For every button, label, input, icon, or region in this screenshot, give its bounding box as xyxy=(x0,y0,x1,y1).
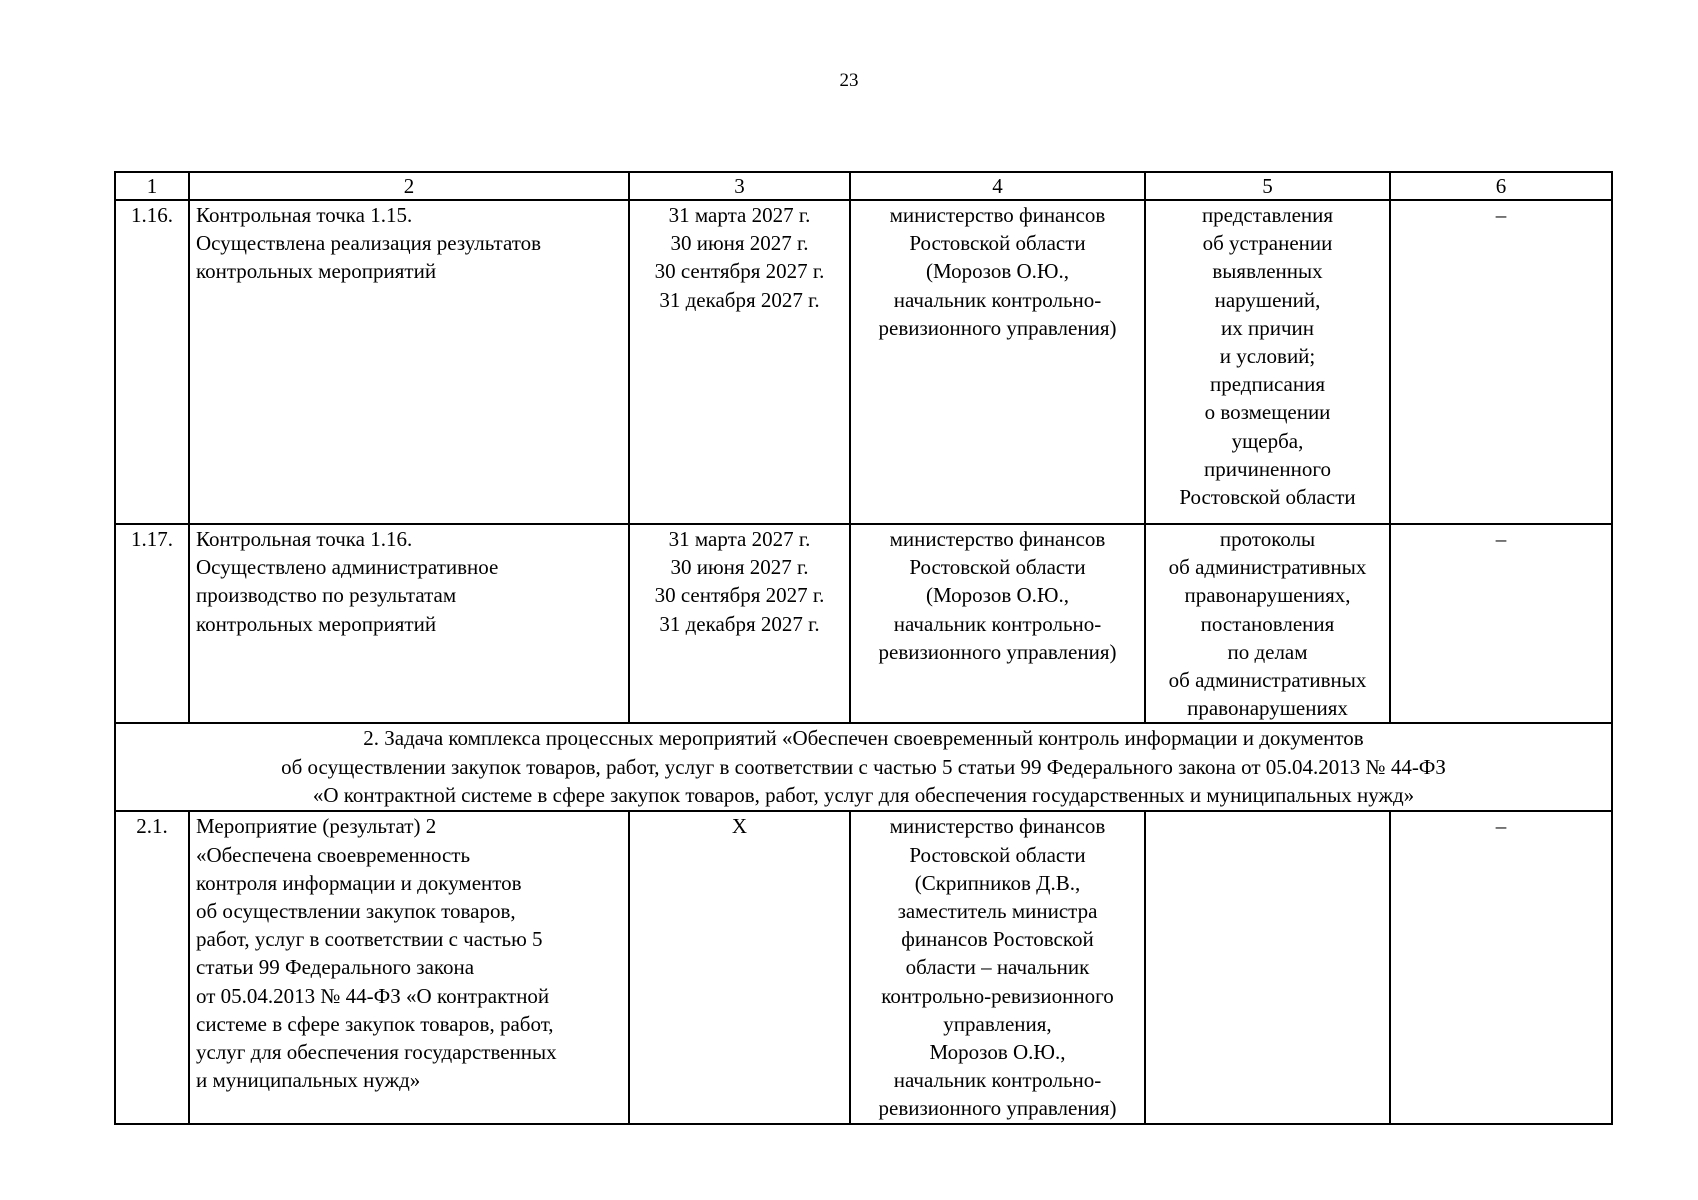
document-line: предписания xyxy=(1210,372,1325,397)
responsible-cell xyxy=(850,200,1145,524)
section-heading xyxy=(115,723,1612,811)
responsible-line: начальник контрольно- xyxy=(893,611,1102,636)
document-line: правонарушениях, xyxy=(1184,583,1351,608)
document-line: их причин xyxy=(1220,315,1314,340)
deadline-line: 30 сентября 2027 г. xyxy=(654,583,825,608)
responsible-line: области – начальник xyxy=(905,955,1090,980)
responsible-line: управления, xyxy=(943,1011,1052,1036)
deadline-line: 31 марта 2027 г. xyxy=(668,203,811,227)
responsible-line: начальник контрольно- xyxy=(893,1068,1102,1093)
measure-name-line: Контрольная точка 1.16. xyxy=(196,527,413,551)
deadline-cell xyxy=(629,524,850,723)
document-line: протоколы xyxy=(1219,527,1316,551)
measure-name-line: контрольных мероприятий xyxy=(196,611,437,636)
document-line: об административных xyxy=(1168,555,1367,580)
measure-name-line: контрольных мероприятий xyxy=(196,259,437,284)
responsible-line: контрольно-ревизионного xyxy=(881,983,1114,1008)
responsible-line: министерство финансов xyxy=(889,527,1106,551)
section-heading-line: «О контрактной системе в сфере закупок товаров, работ, услуг для обеспечения государственных и муниципальных нужд» xyxy=(312,782,1415,807)
extra-cell: – xyxy=(1390,200,1612,524)
responsible-line: ревизионного управления) xyxy=(878,639,1117,664)
deadline-line: 31 марта 2027 г. xyxy=(668,527,811,551)
measure-name-line: Осуществлена реализация результатов xyxy=(196,231,542,256)
measure-name-line: производство по результатам xyxy=(196,583,457,608)
measure-name-line: и муниципальных нужд» xyxy=(196,1068,421,1093)
section-heading-line: об осуществлении закупок товаров, работ, услуг в соответствии с частью 5 статьи 99 Федерального закона от 05.04.2013 № 44-ФЗ xyxy=(281,754,1446,779)
measure-name-cell xyxy=(189,200,629,524)
documents-cell xyxy=(1145,524,1390,723)
document-line: о возмещении xyxy=(1204,400,1331,425)
responsible-line: финансов Ростовской xyxy=(901,927,1094,952)
deadline-line: 30 сентября 2027 г. xyxy=(654,259,825,284)
responsible-line: (Скрипников Д.В., xyxy=(914,870,1081,895)
row-number: 1.17. xyxy=(115,524,189,723)
extra-cell: – xyxy=(1390,524,1612,723)
page-number: 23 xyxy=(839,70,859,91)
document-line: и условий; xyxy=(1219,344,1316,369)
responsible-line: Ростовской области xyxy=(909,842,1086,867)
deadline-cell xyxy=(629,811,850,1123)
responsible-line: начальник контрольно- xyxy=(893,287,1102,312)
row-number: 2.1. xyxy=(115,811,189,1123)
responsible-cell xyxy=(850,524,1145,723)
responsible-line: министерство финансов xyxy=(889,814,1106,839)
document-line: Ростовской области xyxy=(1179,485,1356,510)
document-line: ущерба, xyxy=(1231,428,1304,453)
measure-name-cell xyxy=(189,811,629,1123)
document-line: постановления xyxy=(1200,611,1335,636)
measure-name-line: контроля информации и документов xyxy=(196,870,522,895)
column-number-3: 3 xyxy=(629,172,850,200)
responsible-line: (Морозов О.Ю., xyxy=(926,583,1069,608)
deadline-line: 30 июня 2027 г. xyxy=(670,555,809,580)
column-number-row xyxy=(115,172,1612,200)
measure-name-line: об осуществлении закупок товаров, xyxy=(196,899,516,924)
measure-name-line: работ, услуг в соответствии с частью 5 xyxy=(196,927,543,952)
responsible-line: (Морозов О.Ю., xyxy=(926,259,1069,284)
document-line: об административных xyxy=(1168,668,1367,693)
responsible-cell xyxy=(850,811,1145,1123)
responsible-line: Ростовской области xyxy=(909,555,1086,580)
measure-name-line: статьи 99 Федерального закона xyxy=(196,955,475,980)
measure-name-line: системе в сфере закупок товаров, работ, xyxy=(196,1011,554,1036)
column-number-1: 1 xyxy=(115,172,189,200)
measure-name-line: Мероприятие (результат) 2 xyxy=(196,814,437,839)
document-line: по делам xyxy=(1227,639,1308,664)
document-line: об устранении xyxy=(1202,231,1333,256)
document-line: представления xyxy=(1201,203,1334,227)
column-number-4: 4 xyxy=(850,172,1145,200)
table-row xyxy=(115,811,1612,1123)
measure-name-line: Контрольная точка 1.15. xyxy=(196,203,413,227)
document-line: правонарушениях xyxy=(1187,696,1348,721)
deadline-line: X xyxy=(731,814,748,839)
measures-table xyxy=(114,171,1613,1125)
responsible-line: ревизионного управления) xyxy=(878,1096,1117,1121)
section-heading-row xyxy=(115,723,1612,811)
document-line: нарушений, xyxy=(1214,287,1321,312)
column-number-5: 5 xyxy=(1145,172,1390,200)
document-line: выявленных xyxy=(1212,259,1323,284)
responsible-line: министерство финансов xyxy=(889,203,1106,227)
extra-cell: – xyxy=(1390,811,1612,1123)
deadline-line: 31 декабря 2027 г. xyxy=(659,287,820,312)
measure-name-line: Осуществлено административное xyxy=(196,555,499,580)
table-row xyxy=(115,524,1612,723)
responsible-line: Морозов О.Ю., xyxy=(929,1040,1066,1065)
responsible-line: Ростовской области xyxy=(909,231,1086,256)
section-heading-line: 2. Задача комплекса процессных мероприятий «Обеспечен своевременный контроль информации и документов xyxy=(363,726,1364,751)
responsible-line: ревизионного управления) xyxy=(878,315,1117,340)
column-number-2: 2 xyxy=(189,172,629,200)
document-line: причиненного xyxy=(1204,456,1331,481)
deadline-cell xyxy=(629,200,850,524)
table-row xyxy=(115,200,1612,524)
documents-cell xyxy=(1145,811,1390,1123)
measure-name-line: услуг для обеспечения государственных xyxy=(196,1040,557,1065)
measure-name-cell xyxy=(189,524,629,723)
measure-name-line: от 05.04.2013 № 44-ФЗ «О контрактной xyxy=(196,983,550,1008)
responsible-line: заместитель министра xyxy=(897,899,1098,924)
column-number-6: 6 xyxy=(1390,172,1612,200)
deadline-line: 30 июня 2027 г. xyxy=(670,231,809,256)
deadline-line: 31 декабря 2027 г. xyxy=(659,611,820,636)
documents-cell xyxy=(1145,200,1390,524)
row-number: 1.16. xyxy=(115,200,189,524)
measure-name-line: «Обеспечена своевременность xyxy=(196,842,471,867)
